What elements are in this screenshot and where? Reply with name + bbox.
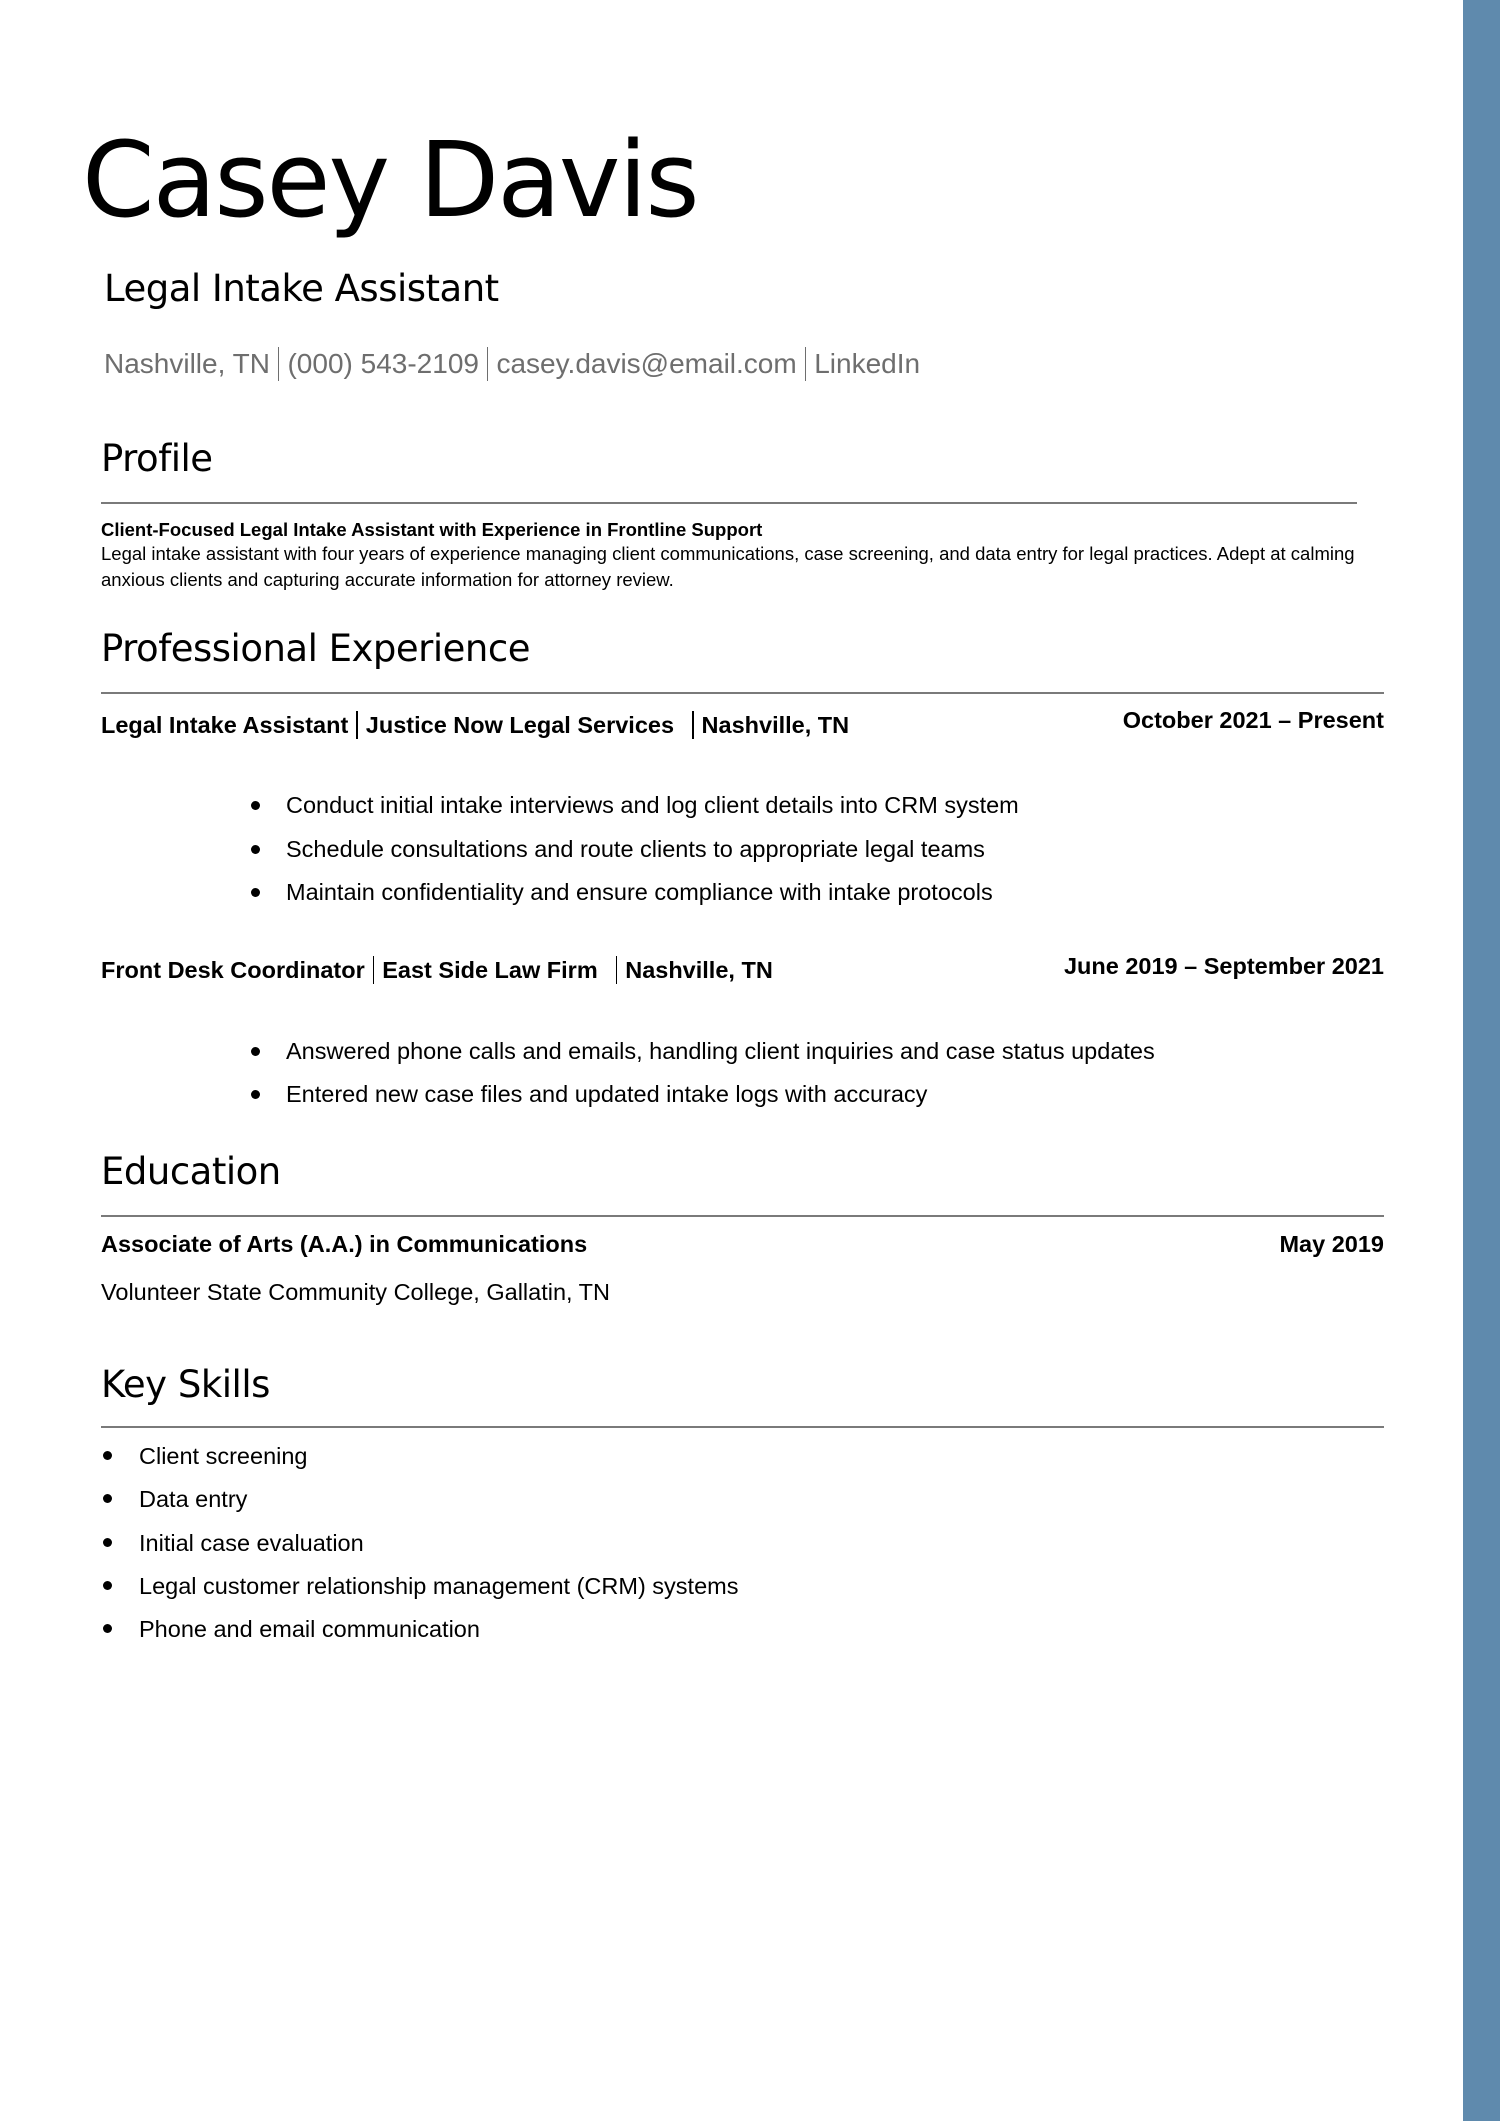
- job-header: [101, 710, 849, 740]
- education-date: May 2019: [1279, 1231, 1384, 1257]
- bullet-icon: [103, 1494, 112, 1503]
- bullet-icon: [103, 1451, 112, 1460]
- contact-email[interactable]: casey.davis@email.com: [496, 348, 797, 379]
- contact-line: [104, 346, 920, 382]
- bullet-icon: [251, 801, 260, 810]
- skill-item: Client screening: [139, 1443, 308, 1469]
- job-location: Nashville, TN: [625, 957, 773, 983]
- section-heading-education: Education: [101, 1150, 281, 1193]
- bullet-icon: [251, 1090, 260, 1099]
- skill-item: Data entry: [139, 1486, 248, 1512]
- section-heading-skills: Key Skills: [101, 1363, 270, 1406]
- section-divider: [101, 692, 1384, 694]
- skill-item: Initial case evaluation: [139, 1530, 364, 1556]
- job-role: Legal Intake Assistant: [101, 712, 349, 738]
- education-school: Volunteer State Community College, Gallatin, TN: [101, 1279, 610, 1305]
- job-company: East Side Law Firm: [382, 957, 598, 983]
- separator: [487, 347, 489, 381]
- job-dates: October 2021 – Present: [1122, 707, 1384, 733]
- section-heading-profile: Profile: [101, 437, 213, 480]
- job-title: Legal Intake Assistant: [104, 267, 499, 310]
- contact-linkedin[interactable]: LinkedIn: [814, 348, 921, 379]
- job-dates: June 2019 – September 2021: [1063, 953, 1384, 979]
- contact-phone: (000) 543-2109: [287, 348, 479, 379]
- bullet-icon: [103, 1538, 112, 1547]
- separator: [805, 347, 807, 381]
- job-header: [101, 955, 773, 985]
- education-degree: Associate of Arts (A.A.) in Communications: [101, 1231, 588, 1257]
- profile-subheading: Client-Focused Legal Intake Assistant with Experience in Frontline Support: [101, 519, 763, 540]
- job-location: Nashville, TN: [701, 712, 850, 738]
- job-bullet: Schedule consultations and route clients to appropriate legal teams: [286, 836, 985, 862]
- bullet-icon: [251, 1047, 260, 1056]
- section-heading-experience: Professional Experience: [101, 627, 530, 670]
- skill-item: Phone and email communication: [139, 1616, 480, 1642]
- separator: [356, 711, 358, 739]
- section-divider: [101, 502, 1357, 504]
- job-company: Justice Now Legal Services: [365, 712, 675, 738]
- job-role: Front Desk Coordinator: [101, 957, 365, 983]
- skill-item: Legal customer relationship management (CRM) systems: [139, 1573, 739, 1599]
- job-bullet: Conduct initial intake interviews and log client details into CRM system: [286, 792, 1019, 818]
- candidate-name: Casey Davis: [82, 119, 698, 241]
- bullet-icon: [251, 845, 260, 854]
- bullet-icon: [251, 888, 260, 897]
- job-bullet: Answered phone calls and emails, handling client inquiries and case status updates: [286, 1038, 1155, 1064]
- accent-sidebar: [1463, 0, 1500, 2121]
- separator: [373, 956, 375, 984]
- section-divider: [101, 1426, 1384, 1428]
- profile-summary: Legal intake assistant with four years of experience managing client communications, case screening, and data entry for legal practices. Adept at calming anxious clients and capturing accurate information for attorney review.: [101, 543, 1355, 590]
- separator: [616, 956, 618, 984]
- separator: [692, 711, 694, 739]
- bullet-icon: [103, 1624, 112, 1633]
- contact-location: Nashville, TN: [104, 348, 270, 379]
- bullet-icon: [103, 1581, 112, 1590]
- job-bullet: Entered new case files and updated intake logs with accuracy: [286, 1081, 928, 1107]
- separator: [278, 347, 280, 381]
- section-divider: [101, 1215, 1384, 1217]
- job-bullet: Maintain confidentiality and ensure compliance with intake protocols: [286, 879, 993, 905]
